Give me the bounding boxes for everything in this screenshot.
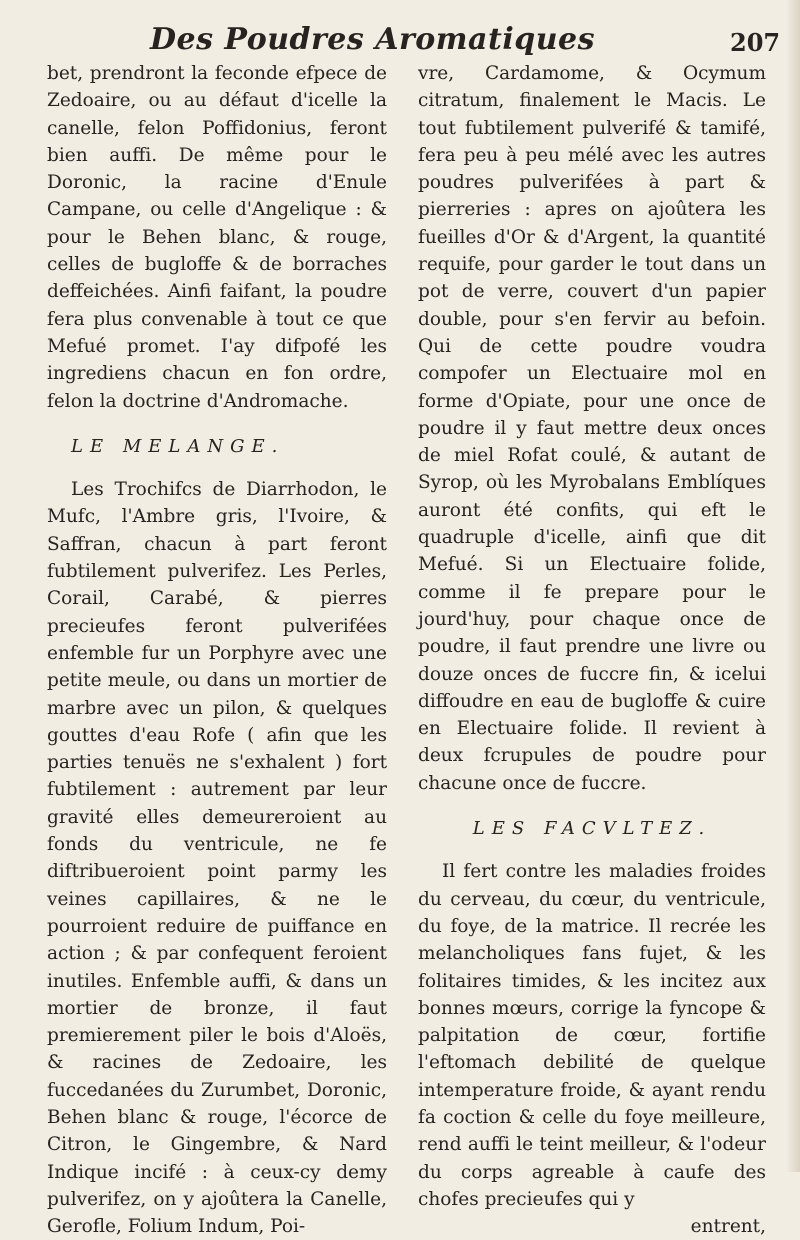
- running-title: Des Poudres Aromatiques: [150, 22, 596, 57]
- left-paragraph-2: Les Trochifcs de Diarrhodon, le Mufc, l'Ambre gris, l'Ivoire, & Saffran, chacun à part feront fubtilement pulverifez. Les Perles, Corail, Carabé, & pierres precieufes feront pulverifées enfemble fur un Porphyre avec une petite meule, ou dans un mortier de marbre avec un pilon, & quelques gouttes d'eau Rofe ( afin que les parties tenuës ne s'exhalent ) fort fubtilement : autrement par leur gravité elles demeureroient au fonds du ventricule, ne fe diftribueroient point parmy les veines capillaires, & ne le pourroient reduire de puiffance en action ; & par confequent feroient inutiles. Enfemble auffi, & dans un mortier de bronze, il faut premierement piler le bois d'Aloës, & racines de Zedoaire, les fuccedanées du Zurumbet, Doronic, Behen blanc & rouge, l'écorce de Citron, le Gingembre, & Nard Indique incifé : à ceux-cy demy pulverifez, on y ajoûtera la Canelle, Gerofle, Folium Indum, Poi-: [47, 479, 387, 1238]
- section-heading-facultez: LES FACVLTEZ.: [472, 818, 712, 840]
- right-paragraph-2: Il fert contre les maladies froides du cerveau, du cœur, du ventricule, du foye, de la matrice. Il recrée les melancholiques fans fujet, & les folitaires timides, & les incitez aux bonnes mœurs, corrige la fyncope & palpitation de cœur, fortifie l'eftomach debilité de quelque intemperature froide, & ayant rendu fa coction & celle du foye meilleure, rend auffi le teint meilleur, & l'odeur du corps agreable à caufe des chofes precieufes qui y: [418, 861, 766, 1210]
- right-column: [418, 60, 766, 1240]
- right-paragraph-1: vre, Cardamome, & Ocymum citratum, finalement le Macis. Le tout fubtilement pulverifé & tamifé, fera peu à peu mélé avec les autres poudres pulverifées à part & pierreries : apres on ajoûtera les fueilles d'Or & d'Argent, la quantité requife, pour garder le tout dans un pot de verre, couvert d'un papier double, pour s'en fervir au befoin. Qui de cette poudre voudra compofer un Electuaire mol en forme d'Opiate, pour une once de poudre il y faut mettre deux onces de miel Rofat coulé, & autant de Syrop, où les Myrobalans Emblíques auront été confits, qui eft le quadruple d'icelle, ainfi que dit Mefué. Si un Electuaire folide, comme il fe prepare pour le jourd'huy, pour chaque once de poudre, il faut prendre une livre ou douze onces de fuccre fin, & icelui diffoudre en eau de bugloffe & cuire en Electuaire folide. Il revient à deux fcrupules de poudre pour chacune once de fuccre.: [418, 63, 766, 794]
- section-heading-melange: LE MELANGE.: [71, 435, 285, 457]
- left-column: [47, 60, 387, 1240]
- page-edge-shadow: [786, 0, 800, 1172]
- catchword: entrent,: [690, 1216, 766, 1238]
- page-number: 207: [730, 28, 781, 57]
- left-paragraph-1: bet, prendront la feconde efpece de Zedoaire, ou au défaut d'icelle la canelle, felon Poffidonius, feront bien auffi. De même pour le Doronic, la racine d'Enule Campane, ou celle d'Angelique : & pour le Behen blanc, & rouge, celles de bugloffe & de borraches deffeichées. Ainfi faifant, la poudre fera plus convenable à tout ce que Mefué promet. I'ay difpofé les ingrediens chacun en fon ordre, felon la doctrine d'Andromache.: [47, 63, 387, 412]
